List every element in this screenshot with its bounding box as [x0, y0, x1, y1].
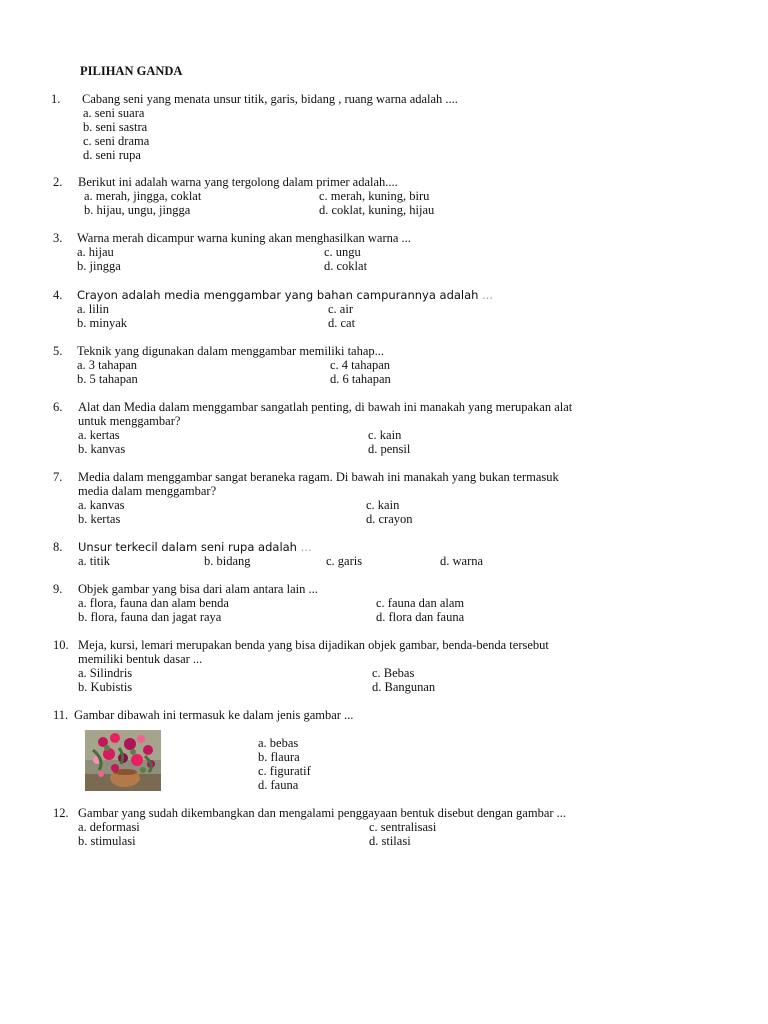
question-1-text: Cabang seni yang menata unsur titik, garis, bidang , ruang warna adalah .... [82, 92, 458, 106]
q3-option-a: a. hijau [77, 245, 114, 259]
question-12-number: 12. [53, 806, 69, 820]
question-9-text: Objek gambar yang bisa dari alam antara lain ... [78, 582, 318, 596]
q4-option-c: c. air [328, 302, 353, 316]
question-12-text: Gambar yang sudah dikembangkan dan mengalami penggayaan bentuk disebut dengan gambar ... [78, 806, 567, 820]
question-2-number: 2. [53, 175, 63, 189]
q1-option-c: c. seni drama [83, 134, 150, 148]
question-8-number: 8. [53, 540, 63, 554]
q9-option-c: c. fauna dan alam [376, 596, 465, 610]
q10-option-c: c. Bebas [372, 666, 415, 680]
q11-option-a: a. bebas [258, 736, 299, 750]
question-1-number: 1. [51, 92, 61, 106]
question-3-text: Warna merah dicampur warna kuning akan menghasilkan warna ... [77, 231, 411, 245]
question-11-text: Gambar dibawah ini termasuk ke dalam jenis gambar ... [74, 708, 354, 722]
q3-option-d: d. coklat [324, 259, 368, 273]
q12-option-c: c. sentralisasi [369, 820, 437, 834]
question-10-text-line2: memiliki bentuk dasar ... [78, 652, 203, 666]
flower-painting-svg [85, 730, 161, 791]
question-3-number: 3. [53, 231, 63, 245]
q12-option-d: d. stilasi [369, 834, 411, 848]
question-5-text: Teknik yang digunakan dalam menggambar memiliki tahap... [77, 344, 385, 358]
q2-option-c: c. merah, kuning, biru [319, 189, 430, 203]
q11-option-c: c. figuratif [258, 764, 311, 778]
q12-option-a: a. deformasi [78, 820, 140, 834]
q2-option-d: d. coklat, kuning, hijau [319, 203, 435, 217]
q5-option-b: b. 5 tahapan [77, 372, 138, 386]
q5-option-a: a. 3 tahapan [77, 358, 138, 372]
q6-option-a: a. kertas [78, 428, 120, 442]
question-6-text: Alat dan Media dalam menggambar sangatlah penting, di bawah ini manakah yang merupakan alat [78, 400, 573, 414]
question-2-text: Berikut ini adalah warna yang tergolong dalam primer adalah.... [78, 175, 398, 189]
question-4-number: 4. [53, 288, 63, 302]
q7-option-a: a. kanvas [78, 498, 125, 512]
q3-option-b: b. jingga [77, 259, 121, 273]
question-6-text-line2: untuk menggambar? [78, 414, 181, 428]
question-10-number: 10. [53, 638, 69, 652]
question-7-text: Media dalam menggambar sangat beraneka ragam. Di bawah ini manakah yang bukan termasuk [78, 470, 559, 484]
q9-option-a: a. flora, fauna dan alam benda [78, 596, 229, 610]
question-10-text: Meja, kursi, lemari merupakan benda yang bisa dijadikan objek gambar, benda-benda tersebut [78, 638, 549, 652]
q7-option-c: c. kain [366, 498, 400, 512]
question-4-ellipsis: ... [482, 288, 494, 302]
q4-option-d: d. cat [328, 316, 356, 330]
q8-option-c: c. garis [326, 554, 363, 568]
q9-option-b: b. flora, fauna dan jagat raya [78, 610, 222, 624]
question-7-number: 7. [53, 470, 63, 484]
question-8-text: Unsur terkecil dalam seni rupa adalah ... [78, 540, 312, 554]
q6-option-b: b. kanvas [78, 442, 126, 456]
q11-option-d: d. fauna [258, 778, 299, 792]
q7-option-d: d. crayon [366, 512, 413, 526]
q1-option-a: a. seni suara [83, 106, 145, 120]
q5-option-d: d. 6 tahapan [330, 372, 391, 386]
question-9-number: 9. [53, 582, 63, 596]
q6-option-c: c. kain [368, 428, 402, 442]
q1-option-d: d. seni rupa [83, 148, 141, 162]
question-8-ellipsis: ... [300, 540, 312, 554]
question-11-number: 11. [53, 708, 69, 722]
q4-option-b: b. minyak [77, 316, 127, 330]
q2-option-b: b. hijau, ungu, jingga [84, 203, 191, 217]
question-7-text-line2: media dalam menggambar? [78, 484, 217, 498]
q10-option-a: a. Silindris [78, 666, 133, 680]
section-title: PILIHAN GANDA [80, 64, 183, 78]
q10-option-d: d. Bangunan [372, 680, 436, 694]
q6-option-d: d. pensil [368, 442, 411, 456]
q11-option-b: b. flaura [258, 750, 300, 764]
flower-painting-image [85, 730, 161, 791]
question-6-number: 6. [53, 400, 63, 414]
q10-option-b: b. Kubistis [78, 680, 133, 694]
q5-option-c: c. 4 tahapan [330, 358, 391, 372]
q9-option-d: d. flora dan fauna [376, 610, 465, 624]
q8-option-d: d. warna [440, 554, 484, 568]
q12-option-b: b. stimulasi [78, 834, 136, 848]
q7-option-b: b. kertas [78, 512, 121, 526]
question-5-number: 5. [53, 344, 63, 358]
q4-option-a: a. lilin [77, 302, 109, 316]
q2-option-a: a. merah, jingga, coklat [84, 189, 202, 203]
question-4-text: Crayon adalah media menggambar yang bahan campurannya adalah ... [77, 288, 494, 302]
q1-option-b: b. seni sastra [83, 120, 148, 134]
q8-option-a: a. titik [78, 554, 110, 568]
q8-option-b: b. bidang [204, 554, 251, 568]
q3-option-c: c. ungu [324, 245, 361, 259]
